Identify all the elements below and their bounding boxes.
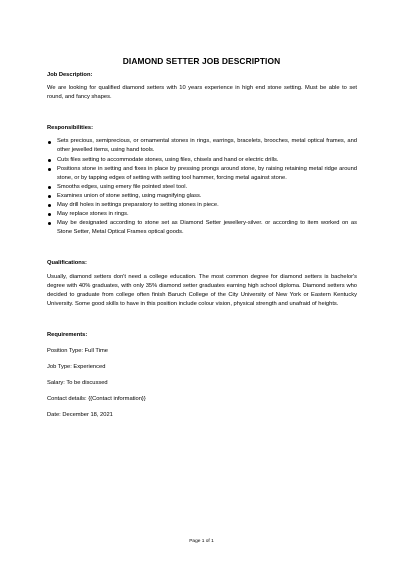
responsibility-item: Examines union of stone setting, using magnifying glass. (47, 192, 357, 201)
document-body (47, 71, 357, 420)
position-type: Position Type: Full Time (47, 347, 108, 354)
responsibility-item: May drill holes in settings preparatory to setting stones in piece. (47, 201, 357, 210)
responsibility-item: Sets precious, semiprecious, or ornamental stones in rings, earrings, bracelets, brooches, metal optical frames, and other jewelled items, using hand tools. (47, 137, 357, 155)
responsibility-item: Cuts files setting to accommodate stones, using files, chisels and hand or electric drills. (47, 156, 357, 165)
qualifications-heading: Qualifications: (47, 260, 87, 267)
job-description-section (47, 71, 357, 102)
responsibility-item: Positions stone in setting and fixes in place by pressing prongs around stone, by raising retaining metal ridge around stone, or by tapping edges of setting with setting tool hammer, forcing metal against stone. (47, 165, 357, 183)
document-date: Date: December 18, 2021 (47, 412, 113, 419)
job-description-heading: Job Description: (47, 72, 93, 78)
responsibilities-list (47, 137, 357, 237)
responsibilities-section (47, 124, 357, 237)
job-description-text: We are looking for qualified diamond setters with 10 years experience in high end stone setting. Must be able to set round, and fancy shapes. (47, 85, 357, 101)
qualifications-section (47, 259, 357, 308)
contact-details: Contact details: {{Contact information}} (47, 396, 146, 403)
responsibility-item: May replace stones in rings. (47, 210, 357, 219)
job-type: Job Type: Experienced (47, 364, 106, 371)
requirements-heading: Requirements: (47, 331, 88, 338)
responsibility-item: Smooths edges, using emery file pointed steel tool. (47, 183, 357, 192)
responsibilities-heading: Responsibilities: (47, 125, 94, 132)
page-number-footer: Page 1 of 1 (189, 539, 214, 544)
salary: Salary: To be discussed (47, 380, 108, 387)
requirements-section (47, 331, 357, 421)
qualifications-text: Usually, diamond setters don't need a college education. The most common degree for diamond setters is bachelor's degree with 40% graduates, with only 35% diamond setter graduates earning high school diploma. Diamond setters who decided to graduate from college often finish Baruch College of the City University of New York or Eastern Kentucky University. Some good skills to have in this position include colour vision, physical strength and unafraid of heights. (47, 273, 357, 307)
document-title: DIAMOND SETTER JOB DESCRIPTION (122, 56, 281, 66)
responsibility-item: May be designated according to stone set as Diamond Setter jewellery-silver. or according to item worked on as Stone Setter, Metal Optical Frames optical goods. (47, 219, 357, 237)
